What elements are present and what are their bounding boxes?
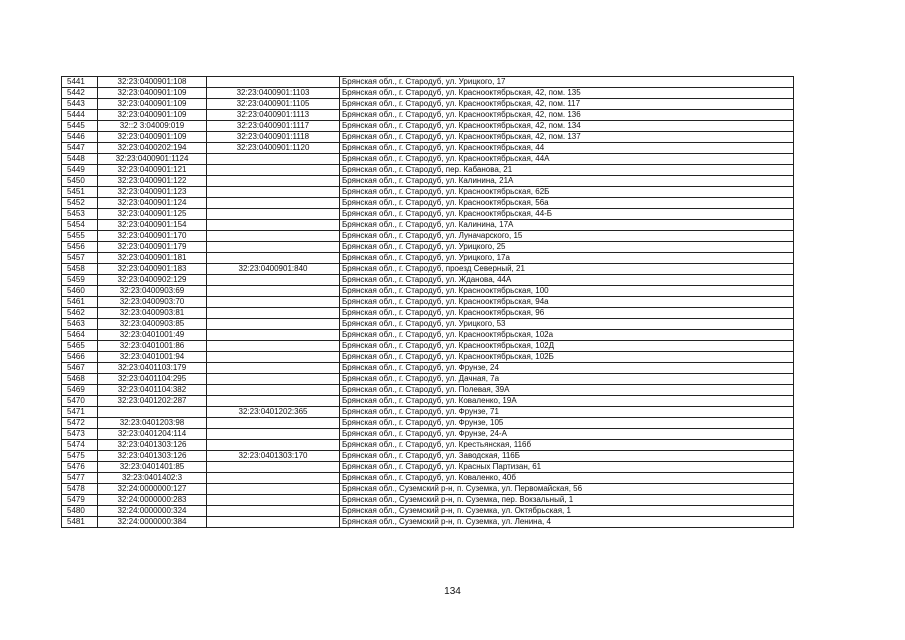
cadastral-number-cell: 32:23:0401303:126 bbox=[98, 440, 207, 451]
object-number-cell bbox=[207, 165, 340, 176]
row-number-cell: 5478 bbox=[62, 484, 98, 495]
table-row bbox=[62, 473, 794, 484]
object-number-cell bbox=[207, 187, 340, 198]
address-cell: Брянская обл., г. Стародуб, ул. Калинина, 17А bbox=[340, 220, 794, 231]
address-cell: Брянская обл., г. Стародуб, проезд Северный, 21 bbox=[340, 264, 794, 275]
object-number-cell bbox=[207, 517, 340, 528]
row-number-cell: 5443 bbox=[62, 99, 98, 110]
row-number-cell: 5445 bbox=[62, 121, 98, 132]
row-number-cell: 5481 bbox=[62, 517, 98, 528]
row-number-cell: 5449 bbox=[62, 165, 98, 176]
address-cell: Брянская обл., г. Стародуб, ул. Красных Партизан, 61 bbox=[340, 462, 794, 473]
cadastral-number-cell: 32:23:0400901:109 bbox=[98, 132, 207, 143]
address-cell: Брянская обл., Суземский р-н, п. Суземка, ул. Первомайская, 56 bbox=[340, 484, 794, 495]
row-number-cell: 5446 bbox=[62, 132, 98, 143]
cadastral-number-cell: 32:23:0400901:108 bbox=[98, 77, 207, 88]
row-number-cell: 5470 bbox=[62, 396, 98, 407]
row-number-cell: 5480 bbox=[62, 506, 98, 517]
object-number-cell bbox=[207, 77, 340, 88]
address-cell: Брянская обл., Суземский р-н, п. Суземка, ул. Ленина, 4 bbox=[340, 517, 794, 528]
address-cell: Брянская обл., г. Стародуб, ул. Краснооктябрьская, 44-Б bbox=[340, 209, 794, 220]
cadastral-number-cell: 32:23:0401104:382 bbox=[98, 385, 207, 396]
row-number-cell: 5464 bbox=[62, 330, 98, 341]
object-number-cell: 32:23:0401303:170 bbox=[207, 451, 340, 462]
object-number-cell: 32:23:0401202:365 bbox=[207, 407, 340, 418]
table-row bbox=[62, 242, 794, 253]
table-row bbox=[62, 187, 794, 198]
table-row bbox=[62, 77, 794, 88]
row-number-cell: 5477 bbox=[62, 473, 98, 484]
registry-table bbox=[61, 76, 794, 528]
cadastral-number-cell bbox=[98, 407, 207, 418]
object-number-cell bbox=[207, 484, 340, 495]
row-number-cell: 5461 bbox=[62, 297, 98, 308]
table-row bbox=[62, 440, 794, 451]
address-cell: Брянская обл., г. Стародуб, ул. Крестьянская, 116б bbox=[340, 440, 794, 451]
row-number-cell: 5465 bbox=[62, 341, 98, 352]
row-number-cell: 5468 bbox=[62, 374, 98, 385]
table-row bbox=[62, 99, 794, 110]
cadastral-number-cell: 32:23:0401001:86 bbox=[98, 341, 207, 352]
table-row bbox=[62, 429, 794, 440]
address-cell: Брянская обл., г. Стародуб, ул. Коваленко, 40б bbox=[340, 473, 794, 484]
address-cell: Брянская обл., г. Стародуб, ул. Заводская, 116Б bbox=[340, 451, 794, 462]
row-number-cell: 5458 bbox=[62, 264, 98, 275]
cadastral-number-cell: 32:23:0400901:154 bbox=[98, 220, 207, 231]
cadastral-number-cell: 32:23:0400901:123 bbox=[98, 187, 207, 198]
row-number-cell: 5466 bbox=[62, 352, 98, 363]
row-number-cell: 5442 bbox=[62, 88, 98, 99]
address-cell: Брянская обл., г. Стародуб, ул. Краснооктябрьская, 100 bbox=[340, 286, 794, 297]
object-number-cell bbox=[207, 429, 340, 440]
object-number-cell: 32:23:0400901:1120 bbox=[207, 143, 340, 154]
row-number-cell: 5460 bbox=[62, 286, 98, 297]
object-number-cell bbox=[207, 231, 340, 242]
object-number-cell bbox=[207, 506, 340, 517]
address-cell: Брянская обл., г. Стародуб, ул. Урицкого, 25 bbox=[340, 242, 794, 253]
row-number-cell: 5474 bbox=[62, 440, 98, 451]
cadastral-number-cell: 32:23:0400903:70 bbox=[98, 297, 207, 308]
address-cell: Брянская обл., г. Стародуб, ул. Полевая, 39А bbox=[340, 385, 794, 396]
row-number-cell: 5469 bbox=[62, 385, 98, 396]
cadastral-number-cell: 32:23:0401202:287 bbox=[98, 396, 207, 407]
object-number-cell bbox=[207, 253, 340, 264]
object-number-cell: 32:23:0400901:840 bbox=[207, 264, 340, 275]
table-row bbox=[62, 253, 794, 264]
object-number-cell bbox=[207, 286, 340, 297]
address-cell: Брянская обл., Суземский р-н, п. Суземка, ул. Октябрьская, 1 bbox=[340, 506, 794, 517]
row-number-cell: 5448 bbox=[62, 154, 98, 165]
table-row bbox=[62, 121, 794, 132]
address-cell: Брянская обл., г. Стародуб, ул. Краснооктябрьская, 94а bbox=[340, 297, 794, 308]
table-row bbox=[62, 154, 794, 165]
object-number-cell bbox=[207, 374, 340, 385]
address-cell: Брянская обл., г. Стародуб, ул. Урицкого, 17а bbox=[340, 253, 794, 264]
table-row bbox=[62, 220, 794, 231]
address-cell: Брянская обл., г. Стародуб, ул. Дачная, 7а bbox=[340, 374, 794, 385]
object-number-cell bbox=[207, 495, 340, 506]
object-number-cell: 32:23:0400901:1105 bbox=[207, 99, 340, 110]
object-number-cell bbox=[207, 385, 340, 396]
row-number-cell: 5473 bbox=[62, 429, 98, 440]
table-row bbox=[62, 396, 794, 407]
address-cell: Брянская обл., г. Стародуб, ул. Краснооктябрьская, 42, пом. 137 bbox=[340, 132, 794, 143]
object-number-cell bbox=[207, 154, 340, 165]
cadastral-number-cell: 32:23:0400901:109 bbox=[98, 99, 207, 110]
object-number-cell bbox=[207, 220, 340, 231]
table-row bbox=[62, 451, 794, 462]
address-cell: Брянская обл., г. Стародуб, ул. Краснооктябрьская, 102Б bbox=[340, 352, 794, 363]
row-number-cell: 5459 bbox=[62, 275, 98, 286]
address-cell: Брянская обл., г. Стародуб, ул. Фрунзе, 105 bbox=[340, 418, 794, 429]
object-number-cell bbox=[207, 473, 340, 484]
cadastral-number-cell: 32:24:0000000:324 bbox=[98, 506, 207, 517]
table-row bbox=[62, 88, 794, 99]
address-cell: Брянская обл., г. Стародуб, ул. Краснооктябрьская, 44 bbox=[340, 143, 794, 154]
table-row bbox=[62, 330, 794, 341]
table-row bbox=[62, 110, 794, 121]
address-cell: Брянская обл., г. Стародуб, ул. Фрунзе, 24-А bbox=[340, 429, 794, 440]
cadastral-number-cell: 32:23:0400903:85 bbox=[98, 319, 207, 330]
table-row bbox=[62, 286, 794, 297]
address-cell: Брянская обл., г. Стародуб, ул. Краснооктябрьская, 102а bbox=[340, 330, 794, 341]
cadastral-number-cell: 32:24:0000000:127 bbox=[98, 484, 207, 495]
table-row bbox=[62, 363, 794, 374]
row-number-cell: 5452 bbox=[62, 198, 98, 209]
table-row bbox=[62, 165, 794, 176]
table-row bbox=[62, 341, 794, 352]
cadastral-number-cell: 32:23:0401303:126 bbox=[98, 451, 207, 462]
table-row bbox=[62, 517, 794, 528]
address-cell: Брянская обл., г. Стародуб, ул. Краснооктябрьская, 102Д bbox=[340, 341, 794, 352]
address-cell: Брянская обл., г. Стародуб, ул. Калинина, 21А bbox=[340, 176, 794, 187]
object-number-cell bbox=[207, 363, 340, 374]
object-number-cell bbox=[207, 198, 340, 209]
cadastral-number-cell: 32:23:0401103:179 bbox=[98, 363, 207, 374]
address-cell: Брянская обл., г. Стародуб, ул. Краснооктябрьская, 62Б bbox=[340, 187, 794, 198]
row-number-cell: 5475 bbox=[62, 451, 98, 462]
row-number-cell: 5467 bbox=[62, 363, 98, 374]
row-number-cell: 5462 bbox=[62, 308, 98, 319]
row-number-cell: 5471 bbox=[62, 407, 98, 418]
address-cell: Брянская обл., г. Стародуб, ул. Фрунзе, 71 bbox=[340, 407, 794, 418]
table-row bbox=[62, 462, 794, 473]
table-row bbox=[62, 297, 794, 308]
cadastral-number-cell: 32:23:0400901:121 bbox=[98, 165, 207, 176]
cadastral-number-cell: 32:23:0400202:194 bbox=[98, 143, 207, 154]
row-number-cell: 5472 bbox=[62, 418, 98, 429]
object-number-cell: 32:23:0400901:1117 bbox=[207, 121, 340, 132]
row-number-cell: 5476 bbox=[62, 462, 98, 473]
row-number-cell: 5463 bbox=[62, 319, 98, 330]
table-row bbox=[62, 143, 794, 154]
cadastral-number-cell: 32:23:0401001:94 bbox=[98, 352, 207, 363]
address-cell: Брянская обл., г. Стародуб, ул. Краснооктябрьская, 42, пом. 134 bbox=[340, 121, 794, 132]
cadastral-number-cell: 32:23:0401204:114 bbox=[98, 429, 207, 440]
cadastral-number-cell: 32:23:0401104:295 bbox=[98, 374, 207, 385]
table-row bbox=[62, 319, 794, 330]
row-number-cell: 5454 bbox=[62, 220, 98, 231]
cadastral-number-cell: 32:24:0000000:283 bbox=[98, 495, 207, 506]
cadastral-number-cell: 32:23:0400903:69 bbox=[98, 286, 207, 297]
row-number-cell: 5456 bbox=[62, 242, 98, 253]
cadastral-number-cell: 32:23:0400901:109 bbox=[98, 88, 207, 99]
cadastral-number-cell: 32:23:0400901:109 bbox=[98, 110, 207, 121]
table-row bbox=[62, 132, 794, 143]
page-number: 134 bbox=[444, 586, 461, 597]
row-number-cell: 5479 bbox=[62, 495, 98, 506]
row-number-cell: 5455 bbox=[62, 231, 98, 242]
table-row bbox=[62, 484, 794, 495]
address-cell: Брянская обл., г. Стародуб, ул. Краснооктябрьская, 96 bbox=[340, 308, 794, 319]
object-number-cell bbox=[207, 176, 340, 187]
cadastral-number-cell: 32:23:0400902:129 bbox=[98, 275, 207, 286]
cadastral-number-cell: 32:23:0401401:85 bbox=[98, 462, 207, 473]
cadastral-number-cell: 32:23:0400901:179 bbox=[98, 242, 207, 253]
object-number-cell bbox=[207, 209, 340, 220]
row-number-cell: 5444 bbox=[62, 110, 98, 121]
cadastral-number-cell: 32:23:0400901:181 bbox=[98, 253, 207, 264]
table-row bbox=[62, 385, 794, 396]
row-number-cell: 5457 bbox=[62, 253, 98, 264]
row-number-cell: 5451 bbox=[62, 187, 98, 198]
cadastral-number-cell: 32::2 3:04009:019 bbox=[98, 121, 207, 132]
object-number-cell bbox=[207, 418, 340, 429]
address-cell: Брянская обл., г. Стародуб, ул. Краснооктябрьская, 44А bbox=[340, 154, 794, 165]
cadastral-number-cell: 32:23:0400901:124 bbox=[98, 198, 207, 209]
cadastral-number-cell: 32:23:0400901:125 bbox=[98, 209, 207, 220]
address-cell: Брянская обл., г. Стародуб, ул. Краснооктябрьская, 42, пом. 135 bbox=[340, 88, 794, 99]
address-cell: Брянская обл., г. Стародуб, ул. Коваленко, 19А bbox=[340, 396, 794, 407]
address-cell: Брянская обл., г. Стародуб, ул. Урицкого, 17 bbox=[340, 77, 794, 88]
table-row bbox=[62, 176, 794, 187]
cadastral-number-cell: 32:23:0400901:170 bbox=[98, 231, 207, 242]
row-number-cell: 5453 bbox=[62, 209, 98, 220]
row-number-cell: 5441 bbox=[62, 77, 98, 88]
table-row bbox=[62, 352, 794, 363]
address-cell: Брянская обл., г. Стародуб, ул. Луначарского, 15 bbox=[340, 231, 794, 242]
object-number-cell bbox=[207, 242, 340, 253]
object-number-cell bbox=[207, 341, 340, 352]
address-cell: Брянская обл., г. Стародуб, ул. Краснооктябрьская, 42, пом. 117 bbox=[340, 99, 794, 110]
object-number-cell: 32:23:0400901:1118 bbox=[207, 132, 340, 143]
address-cell: Брянская обл., г. Стародуб, ул. Фрунзе, 24 bbox=[340, 363, 794, 374]
table-row bbox=[62, 506, 794, 517]
object-number-cell bbox=[207, 352, 340, 363]
address-cell: Брянская обл., г. Стародуб, ул. Краснооктябрьская, 56а bbox=[340, 198, 794, 209]
table-row bbox=[62, 374, 794, 385]
object-number-cell bbox=[207, 462, 340, 473]
table-row bbox=[62, 264, 794, 275]
table-row bbox=[62, 418, 794, 429]
address-cell: Брянская обл., г. Стародуб, ул. Краснооктябрьская, 42, пом. 136 bbox=[340, 110, 794, 121]
cadastral-number-cell: 32:23:0401203:98 bbox=[98, 418, 207, 429]
address-cell: Брянская обл., г. Стародуб, пер. Кабанова, 21 bbox=[340, 165, 794, 176]
object-number-cell bbox=[207, 396, 340, 407]
table-row bbox=[62, 231, 794, 242]
cadastral-number-cell: 32:23:0400901:183 bbox=[98, 264, 207, 275]
cadastral-number-cell: 32:23:0400901:1124 bbox=[98, 154, 207, 165]
table-row bbox=[62, 407, 794, 418]
registry-table-body bbox=[62, 77, 794, 528]
object-number-cell bbox=[207, 308, 340, 319]
cadastral-number-cell: 32:23:0400901:122 bbox=[98, 176, 207, 187]
object-number-cell bbox=[207, 330, 340, 341]
row-number-cell: 5447 bbox=[62, 143, 98, 154]
object-number-cell bbox=[207, 440, 340, 451]
cadastral-number-cell: 32:23:0401402:3 bbox=[98, 473, 207, 484]
table-row bbox=[62, 495, 794, 506]
object-number-cell bbox=[207, 319, 340, 330]
table-row bbox=[62, 209, 794, 220]
cadastral-number-cell: 32:24:0000000:384 bbox=[98, 517, 207, 528]
address-cell: Брянская обл., Суземский р-н, п. Суземка, пер. Вокзальный, 1 bbox=[340, 495, 794, 506]
cadastral-number-cell: 32:23:0401001:49 bbox=[98, 330, 207, 341]
address-cell: Брянская обл., г. Стародуб, ул. Жданова, 44А bbox=[340, 275, 794, 286]
table-row bbox=[62, 198, 794, 209]
table-row bbox=[62, 275, 794, 286]
table-row bbox=[62, 308, 794, 319]
object-number-cell bbox=[207, 275, 340, 286]
object-number-cell: 32:23:0400901:1113 bbox=[207, 110, 340, 121]
address-cell: Брянская обл., г. Стародуб, ул. Урицкого, 53 bbox=[340, 319, 794, 330]
cadastral-number-cell: 32:23:0400903:81 bbox=[98, 308, 207, 319]
object-number-cell bbox=[207, 297, 340, 308]
row-number-cell: 5450 bbox=[62, 176, 98, 187]
object-number-cell: 32:23:0400901:1103 bbox=[207, 88, 340, 99]
